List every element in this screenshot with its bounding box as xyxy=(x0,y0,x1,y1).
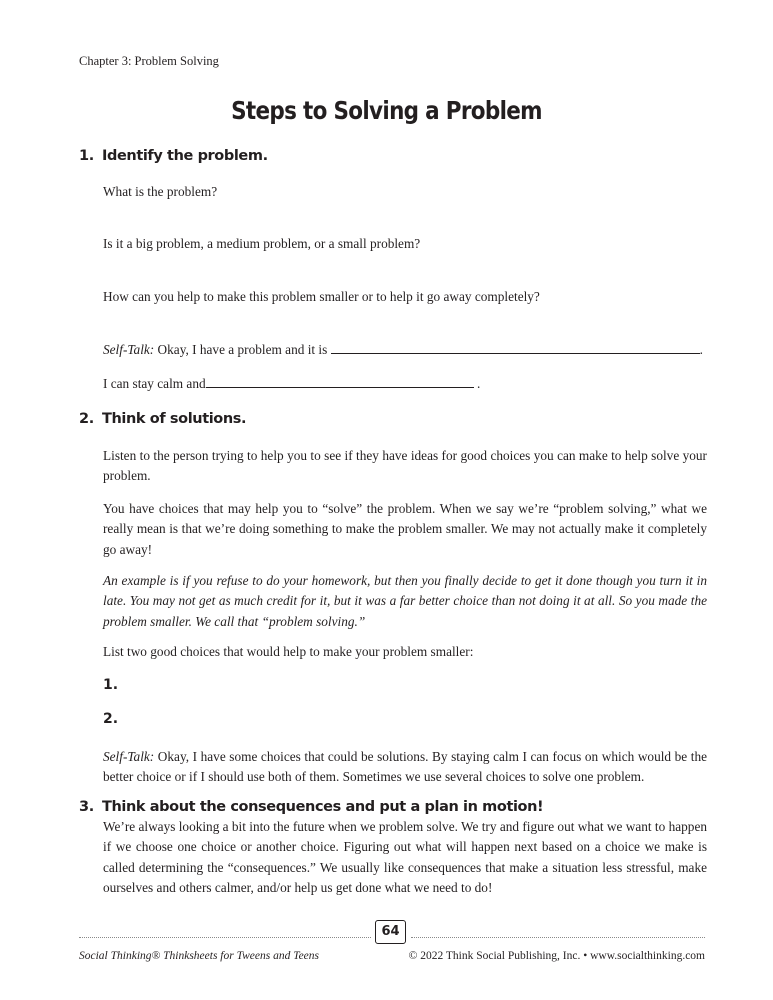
list-prompt: List two good choices that would help to make your problem smaller: xyxy=(103,644,474,659)
self-talk-label-2: Self-Talk: xyxy=(103,749,155,764)
paragraph-choices: You have choices that may help you to “solve” the problem. When we say we’re “problem solving,” what we really mean is that we’re doing something to make the problem smaller. We may not actually make it completely go away! xyxy=(103,501,707,557)
question-what-is-problem: What is the problem? xyxy=(103,184,218,199)
footer-copyright: © 2022 Think Social Publishing, Inc. • www.socialthinking.com xyxy=(408,950,705,962)
section-1-title: Identify the problem. xyxy=(102,148,268,164)
section-1-number: 1. xyxy=(79,148,94,164)
paragraph-consequences: We’re always looking a bit into the future when we problem solve. We try and figure out what we want to happen if we choose one choice or another choice. Figuring out what will happen next based on a choice we make is called determining the “consequences.” We usually like consequences that make a situation less stressful, make ourselves and others calmer, and/or help us get done what we need to do! xyxy=(103,819,707,896)
self-talk-end: . xyxy=(699,342,703,357)
question-problem-size: Is it a big problem, a medium problem, or a small problem? xyxy=(103,236,421,251)
section-2-title: Think of solutions. xyxy=(102,411,247,427)
problem-answer-blank[interactable] xyxy=(331,342,700,354)
self-talk-solutions xyxy=(103,747,707,788)
paragraph-example: An example is if you refuse to do your homework, but then you finally decide to get it done though you turn it in late. You may not get as much credit for it, but it was a far better choice than not doing it at all. So you made the problem smaller. We call that “problem solving.” xyxy=(103,573,707,629)
stay-calm-text: I can stay calm and xyxy=(103,376,206,391)
stay-calm-line xyxy=(103,376,480,392)
page-title: Steps to Solving a Problem xyxy=(231,96,542,125)
footer-divider-right xyxy=(411,937,705,938)
choice-2-number: 2. xyxy=(103,711,119,727)
question-make-smaller: How can you help to make this problem smaller or to help it go away completely? xyxy=(103,289,540,304)
self-talk-text: Okay, I have a problem and it is xyxy=(157,342,328,357)
section-3-title: Think about the consequences and put a plan in motion! xyxy=(102,799,544,815)
stay-calm-end: . xyxy=(476,376,481,391)
self-talk-solutions-text: Okay, I have some choices that could be solutions. By staying calm I can focus on which would be the better choice or if I should use both of them. Sometimes we use several choices to solve one problem. xyxy=(103,749,707,785)
chapter-header: Chapter 3: Problem Solving xyxy=(79,54,219,68)
page-number: 64 xyxy=(375,920,406,944)
section-3-number: 3. xyxy=(79,799,94,815)
section-2-heading xyxy=(79,411,246,427)
footer-divider-left xyxy=(79,937,371,938)
section-3-heading xyxy=(79,799,543,815)
self-talk-label: Self-Talk: xyxy=(103,342,155,357)
paragraph-listen: Listen to the person trying to help you to see if they have ideas for good choices you can make to help solve your problem. xyxy=(103,448,707,484)
footer-book-title: Social Thinking® Thinksheets for Tweens and Teens xyxy=(79,950,320,962)
self-talk-line-1 xyxy=(103,342,703,358)
section-2-number: 2. xyxy=(79,411,94,427)
section-1-heading xyxy=(79,148,268,164)
choice-1-number: 1. xyxy=(103,677,119,693)
stay-calm-blank[interactable] xyxy=(206,376,474,388)
